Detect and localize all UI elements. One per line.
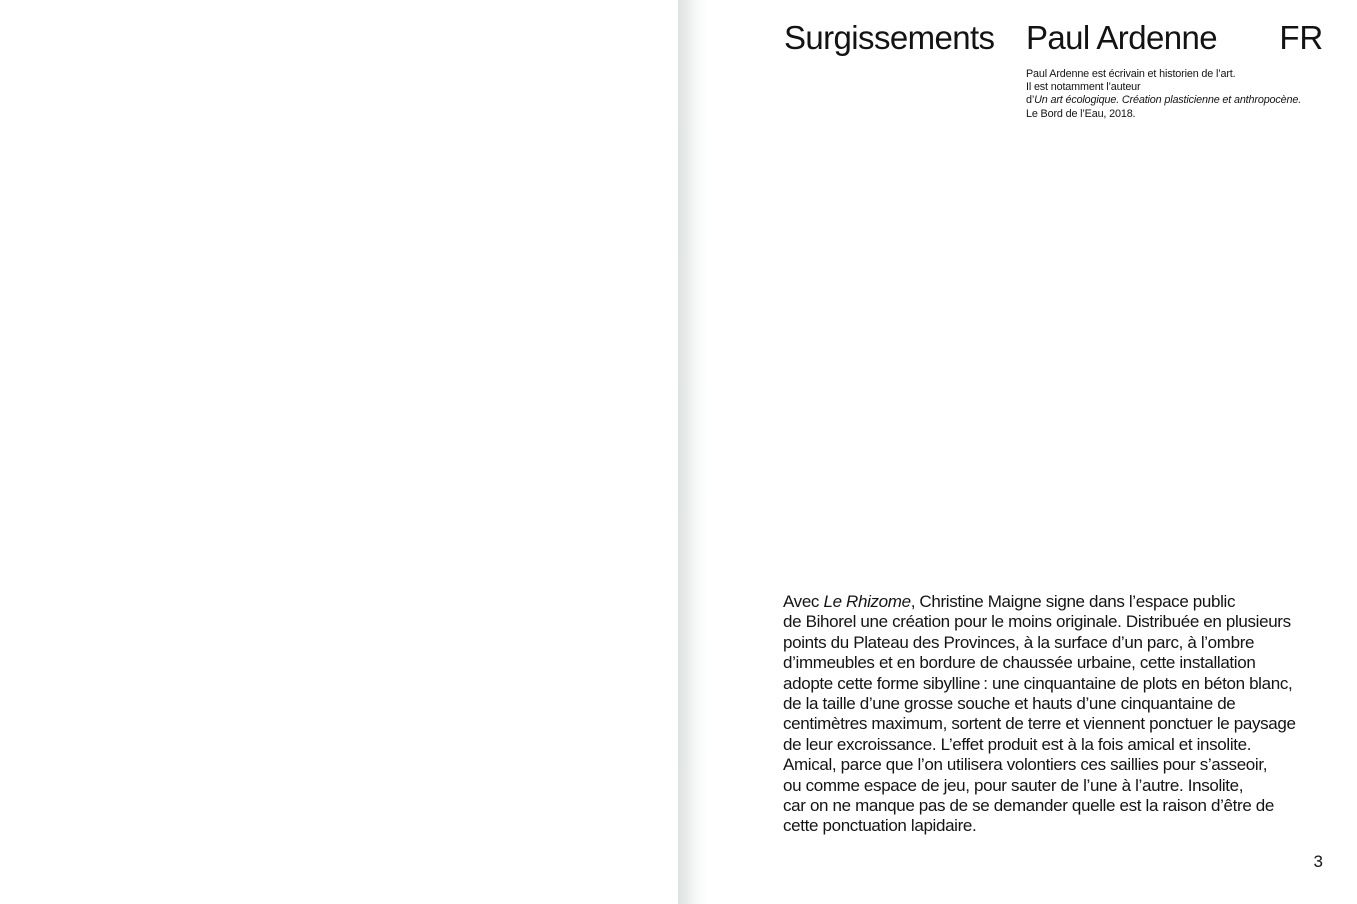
body-line-11: car on ne manque pas de se demander quelle est la raison d’être de xyxy=(783,795,1275,815)
body-line-3: points du Plateau des Provinces, à la surface d’un parc, à l’ombre xyxy=(783,632,1255,652)
body-line-10: ou comme espace de jeu, pour sauter de l’une à l’autre. Insolite, xyxy=(783,775,1244,795)
body-line-12: cette ponctuation lapidaire. xyxy=(783,816,977,836)
bio-line-1: Paul Ardenne est écrivain et historien de l’art. xyxy=(1026,68,1236,80)
body-line-2: de Bihorel une création pour le moins originale. Distribuée en plusieurs xyxy=(783,612,1291,632)
author-name: Paul Ardenne xyxy=(1026,19,1217,56)
bio-line-4: Le Bord de l’Eau, 2018. xyxy=(1026,107,1136,120)
bio-line-3 xyxy=(1026,94,1301,107)
page-number: 3 xyxy=(1313,852,1323,871)
essay-title: Surgissements xyxy=(784,19,995,56)
author-bio xyxy=(1026,68,1301,121)
body-line-8: de leur excroissance. L’effet produit est à la fois amical et insolite. xyxy=(783,734,1252,754)
body-line-1-suffix: , Christine Maigne signe dans l’espace public xyxy=(910,592,1236,611)
artwork-title-italic: Le Rhizome xyxy=(823,592,911,611)
left-page-blank xyxy=(0,0,678,904)
body-line-6: de la taille d’une grosse souche et hauts d’une cinquantaine de xyxy=(783,693,1236,713)
body-line-7: centimètres maximum, sortent de terre et viennent ponctuer le paysage xyxy=(783,714,1296,734)
book-title-italic: Un art écologique. Création plasticienne et anthropocène. xyxy=(1034,94,1302,107)
bio-line-3-prefix: d’ xyxy=(1026,94,1035,107)
body-line-5: adopte cette forme sibylline : une cinquantaine de plots en béton blanc, xyxy=(783,673,1293,693)
body-line-9: Amical, parce que l’on utilisera volontiers ces saillies pour s’asseoir, xyxy=(783,755,1268,775)
essay-body xyxy=(783,592,1296,837)
body-line-4: d’immeubles et en bordure de chaussée urbaine, cette installation xyxy=(783,653,1256,673)
language-code: FR xyxy=(1279,19,1323,56)
body-line-1 xyxy=(783,592,1296,612)
body-line-1-prefix: Avec xyxy=(783,592,824,611)
bio-line-2: Il est notamment l’auteur xyxy=(1026,81,1141,94)
